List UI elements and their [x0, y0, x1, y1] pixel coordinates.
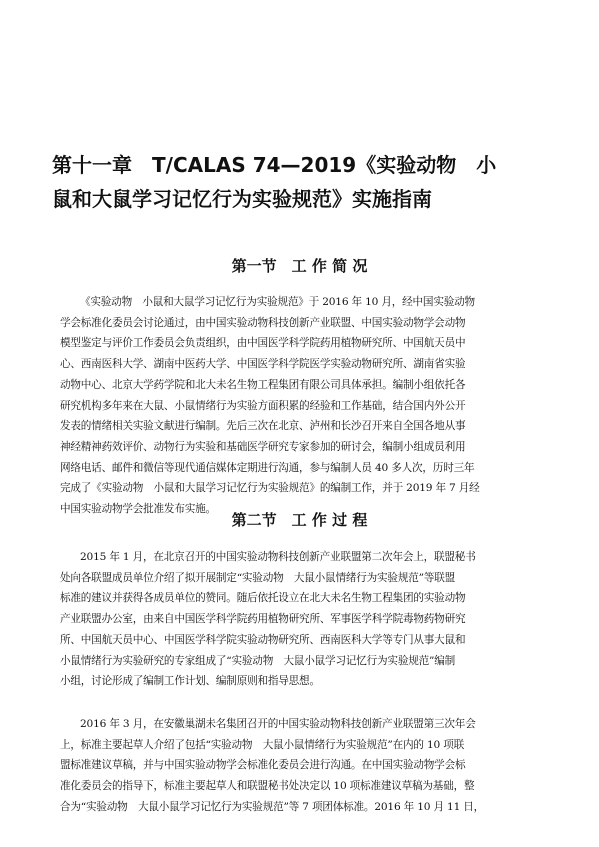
text-line: 准化委员会的指导下，标准主要起草人和联盟秘书处决定以 10 项标准建议草稿为基础，整 — [60, 780, 475, 793]
text-line: 上，标准主要起草人介绍了包括“实验动物 大鼠小鼠情绪行为实验规范”在内的 10 项联 — [60, 738, 465, 751]
chapter-title-line-1: 第十一章 T/CALAS 74—2019《实验动物 小 — [52, 153, 497, 177]
section-1-paragraph — [60, 292, 540, 520]
text-line: 合为“实验动物 大鼠小鼠学习记忆行为实验规范”等 7 项团体标准。2016 年 10 月 11 日， — [60, 800, 485, 813]
section-2-paragraph-1 — [60, 547, 540, 692]
text-line: 研究机构多年来在大鼠、小鼠情绪行为实验方面积累的经验和工作基础，结合国内外公开 — [60, 399, 466, 412]
text-line: 盟标准建议草稿，并与中国实验动物学会标准化委员会进行沟通。在中国实验动物学会标 — [60, 759, 466, 772]
text-line: 《实验动物 小鼠和大鼠学习记忆行为实验规范》于 2016 年 10 月，经中国实验动物 — [80, 296, 475, 308]
text-line: 中国实验动物学会批准发布实施。 — [60, 503, 216, 516]
text-line: 网络电话、邮件和微信等现代通信媒体定期进行沟通，参与编制人员 40 多人次，历时三年 — [60, 461, 475, 474]
text-line: 完成了《实验动物 小鼠和大鼠学习记忆行为实验规范》的编制工作，并于 2019 年 7 月经 — [60, 482, 480, 495]
text-line: 标准的建议并获得各成员单位的赞同。随后依托设立在北大未名生物工程集团的实验动物 — [60, 592, 466, 605]
text-line: 2015 年 1 月，在北京召开的中国实验动物科技创新产业联盟第二次年会上，联盟秘书 — [80, 551, 476, 563]
text-line: 学会标准化委员会讨论通过，由中国实验动物科技创新产业联盟、中国实验动物学会动物 — [60, 316, 466, 329]
text-line: 产业联盟办公室，由来自中国医学科学院药用植物研究所、军事医学科学院毒物药物研究 — [60, 613, 466, 626]
text-line: 处向各联盟成员单位介绍了拟开展制定“实验动物 大鼠小鼠情绪行为实验规范”等联盟 — [60, 571, 455, 584]
section-2-heading: 第二节 工 作 过 程 — [231, 511, 368, 529]
text-line: 模型鉴定与评价工作委员会负责组织，由中国医学科学院药用植物研究所、中国航天员中 — [60, 337, 466, 350]
section-1-heading: 第一节 工 作 简 况 — [231, 257, 368, 275]
chapter-title-line-2: 鼠和大鼠学习记忆行为实验规范》实施指南 — [52, 187, 432, 211]
text-line: 2016 年 3 月，在安徽巢湖未名集团召开的中国实验动物科技创新产业联盟第三次年会 — [80, 718, 476, 730]
text-line: 动物中心、北京大学药学院和北大未名生物工程集团有限公司具体承担。编制小组依托各 — [60, 378, 466, 391]
chapter-title — [52, 148, 552, 216]
text-line: 神经精神药效评价、动物行为实验和基础医学研究专家参加的研讨会，编制小组成员利用 — [60, 440, 466, 453]
text-line: 发表的情绪相关实验文献进行编制。先后三次在北京、泸州和长沙召开来自全国各地从事 — [60, 420, 466, 433]
text-line: 小鼠情绪行为实验研究的专家组成了“实验动物 大鼠小鼠学习记忆行为实验规范”编制 — [60, 654, 455, 667]
text-line: 小组，讨论形成了编制工作计划、编制原则和指导思想。 — [60, 675, 320, 688]
text-line: 所、中国航天员中心、中国医学科学院实验动物研究所、西南医科大学等专门从事大鼠和 — [60, 633, 466, 646]
text-line: 心、西南医科大学、湖南中医药大学、中国医学科学院医学实验动物研究所、湖南省实验 — [60, 358, 466, 371]
section-2-paragraph-2 — [60, 714, 540, 818]
